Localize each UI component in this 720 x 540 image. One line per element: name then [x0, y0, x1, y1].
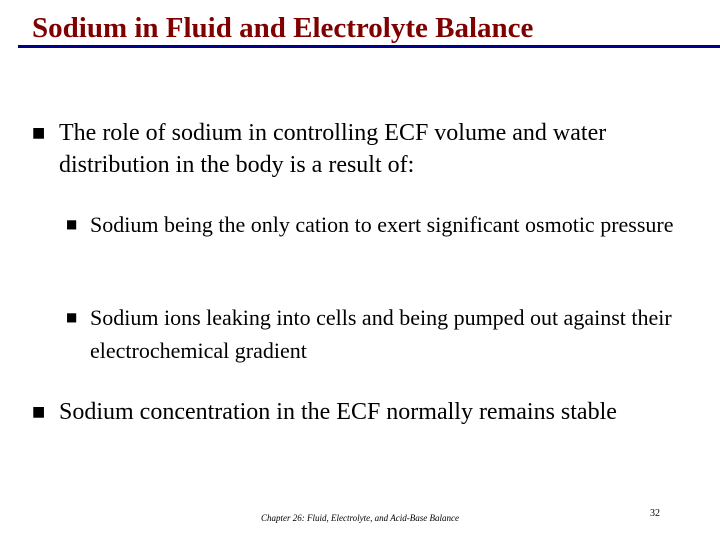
- square-bullet-icon: ■: [32, 404, 46, 420]
- slide-title: Sodium in Fluid and Electrolyte Balance: [32, 12, 534, 44]
- bullet-text: Sodium concentration in the ECF normally remains stable: [59, 399, 617, 425]
- square-bullet-icon: ■: [66, 217, 78, 231]
- bullet-text: Sodium being the only cation to exert significant osmotic pressure: [90, 212, 674, 237]
- title-underline: [18, 45, 720, 48]
- bullet-item-sodium-concentration: [30, 396, 700, 428]
- sub-bullet-item-sodium-ions-leaking: [64, 301, 694, 367]
- square-bullet-icon: ■: [32, 125, 46, 141]
- bullet-item-role-of-sodium: [30, 117, 700, 181]
- footer-chapter-title: Chapter 26: Fluid, Electrolyte, and Acid-Base Balance: [261, 513, 459, 523]
- bullet-text: The role of sodium in controlling ECF volume and water distribution in the body is a result of:: [59, 120, 607, 178]
- sub-bullet-item-only-cation: [64, 208, 694, 241]
- bullet-text: Sodium ions leaking into cells and being pumped out against their electrochemical gradient: [90, 305, 672, 363]
- square-bullet-icon: ■: [66, 310, 78, 324]
- page-number: 32: [650, 508, 660, 519]
